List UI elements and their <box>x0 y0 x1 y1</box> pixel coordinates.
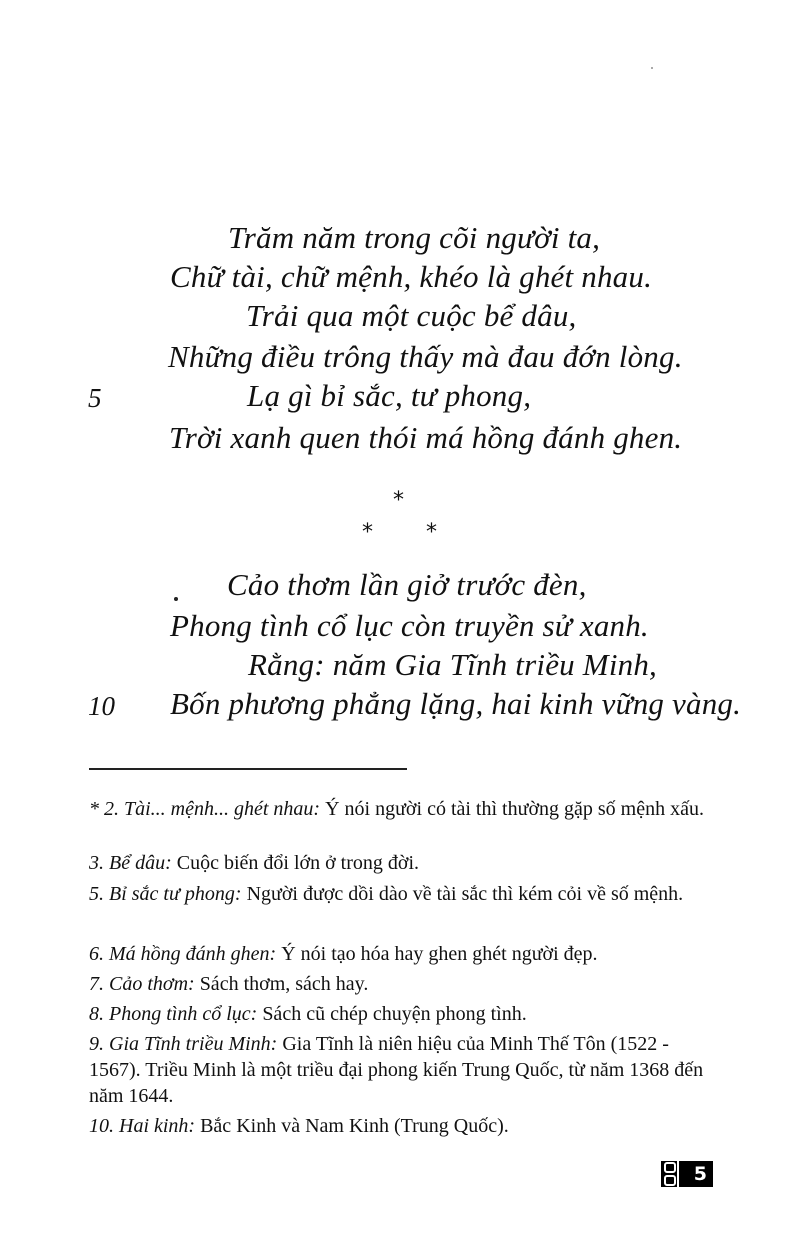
footnote-text: Sách thơm, sách hay. <box>194 973 369 995</box>
footnote-divider <box>89 768 407 770</box>
footnote-3 <box>89 850 719 876</box>
paper-speck <box>651 67 653 69</box>
footnote-7 <box>89 971 719 997</box>
footnote-text: Bắc Kinh và Nam Kinh (Trung Quốc). <box>195 1115 509 1137</box>
verse-line-9: Rằng: năm Gia Tĩnh triều Minh, <box>248 647 657 682</box>
footnote-9 <box>89 1031 719 1109</box>
margin-dot <box>174 597 178 601</box>
verse-line-4: Những điều trông thấy mà đau đớn lòng. <box>168 339 683 374</box>
ornament-icon <box>661 1161 677 1187</box>
footnote-term: 8. Phong tình cổ lục: <box>89 1003 258 1025</box>
footnote-6 <box>89 941 719 967</box>
footnote-text: Gia Tĩnh là niên hiệu của Minh Thế Tôn (1522 - 1567). Triều Minh là một triều đại phong kiến Trung Quốc, từ năm 1368 đến năm 1644. <box>89 1033 704 1107</box>
footnote-text: Ý nói người có tài thì thường gặp số mệnh xấu. <box>320 798 704 820</box>
footnote-8 <box>89 1001 719 1027</box>
footnote-2 <box>89 796 719 822</box>
footnote-term: 9. Gia Tĩnh triều Minh: <box>89 1033 278 1055</box>
footnote-term: 6. Má hồng đánh ghen: <box>89 943 277 965</box>
footnote-term: 10. Hai kinh: <box>89 1115 196 1137</box>
page-number-badge <box>661 1161 713 1187</box>
footnote-10 <box>89 1113 719 1139</box>
footnote-text: Sách cũ chép chuyện phong tình. <box>257 1003 527 1025</box>
verse-line-5: Lạ gì bỉ sắc, tư phong, <box>247 378 532 413</box>
separator-star: * <box>426 520 437 545</box>
verse-line-7: Cảo thơm lần giở trước đèn, <box>227 567 587 602</box>
footnote-5 <box>89 881 719 907</box>
separator-star: * <box>393 488 404 513</box>
footnote-text: Ý nói tạo hóa hay ghen ghét người đẹp. <box>276 943 598 965</box>
verse-line-6: Trời xanh quen thói má hồng đánh ghen. <box>169 420 683 455</box>
footnote-term: 7. Cảo thơm: <box>89 973 195 995</box>
footnote-text: Người được dồi dào về tài sắc thì kém cỏi về số mệnh. <box>241 883 684 905</box>
footnote-term: * 2. Tài... mệnh... ghét nhau: <box>89 798 321 820</box>
verse-line-10: Bốn phương phẳng lặng, hai kinh vững vàng. <box>170 686 742 721</box>
verse-line-1: Trăm năm trong cõi người ta, <box>228 220 601 255</box>
line-number-10: 10 <box>88 691 115 721</box>
verse-line-8: Phong tình cổ lục còn truyền sử xanh. <box>170 608 649 643</box>
line-number-5: 5 <box>88 383 102 413</box>
separator-star: * <box>362 520 373 545</box>
verse-line-2: Chữ tài, chữ mệnh, khéo là ghét nhau. <box>170 259 653 294</box>
footnote-text: Cuộc biến đổi lớn ở trong đời. <box>171 852 420 874</box>
page-number: 5 <box>679 1161 713 1187</box>
footnote-term: 3. Bể dâu: <box>89 852 172 874</box>
verse-line-3: Trải qua một cuộc bể dâu, <box>246 298 577 333</box>
footnote-term: 5. Bỉ sắc tư phong: <box>89 883 242 905</box>
